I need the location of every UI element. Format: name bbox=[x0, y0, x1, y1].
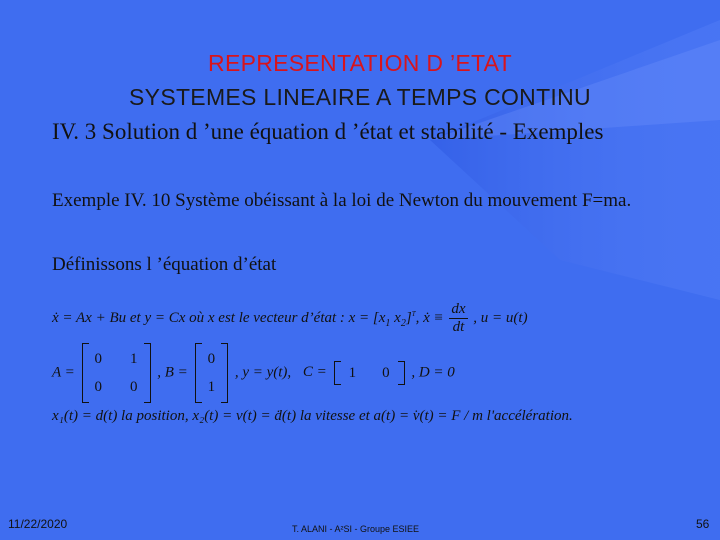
fraction-numerator: dx bbox=[451, 301, 466, 317]
matrix-c-cell: 1 bbox=[348, 365, 357, 381]
footer-author: T. ALANI - A²SI - Groupe ESIEE bbox=[292, 524, 420, 534]
slide-title-line2: SYSTEMES LINEAIRE A TEMPS CONTINU bbox=[129, 84, 591, 110]
state-eq-sub1: 1 bbox=[385, 317, 391, 329]
derivative-fraction bbox=[449, 301, 467, 336]
state-eq-end: , u = u(t) bbox=[473, 309, 528, 326]
state-eq-mid: x bbox=[390, 309, 401, 326]
matrix-a-cell: 0 bbox=[94, 351, 103, 367]
state-eq-transpose: T bbox=[411, 309, 416, 318]
state-eq-part1: ẋ = Ax + Bu et y = Cx où x est le vecteur d’état : x = [x bbox=[52, 309, 386, 326]
output-definition: , y = y(t), bbox=[234, 364, 292, 381]
matrix-c-cell: 0 bbox=[382, 365, 390, 381]
matrix-row bbox=[52, 343, 455, 403]
slide-title-line1: REPRESENTATION D ’ETAT bbox=[208, 50, 512, 76]
matrix-a-cell: 1 bbox=[130, 351, 138, 367]
page-number: 56 bbox=[696, 517, 710, 531]
fraction-denominator: dt bbox=[452, 319, 465, 335]
matrix-a bbox=[82, 343, 151, 403]
example-text: Système obéissant à la loi de Newton du mouvement F=ma. bbox=[170, 190, 632, 211]
matrix-c bbox=[334, 361, 405, 385]
example-paragraph bbox=[52, 187, 692, 215]
define-line: Définissons l ’équation d’état bbox=[52, 254, 277, 275]
state-eq-comma: , ẋ ≡ bbox=[415, 309, 444, 326]
matrix-a-label: A = bbox=[52, 364, 75, 381]
example-label: Exemple IV. 10 bbox=[52, 190, 171, 211]
matrix-b-cell: 1 bbox=[207, 379, 216, 395]
state-eq-sub2: 2 bbox=[400, 317, 406, 329]
matrix-a-cell: 0 bbox=[94, 379, 103, 395]
matrix-b bbox=[195, 343, 229, 403]
matrix-a-cell: 0 bbox=[130, 379, 138, 395]
matrix-b-cell: 0 bbox=[207, 351, 216, 367]
matrix-d-definition: , D = 0 bbox=[411, 364, 455, 381]
section-subtitle: IV. 3 Solution d ’une équation d ’état et stabilité - Exemples bbox=[52, 119, 604, 144]
variables-definition: x₁(t) = d(t) la position, x₂(t) = v(t) = ḋ(t) la vitesse et a(t) = v̇(t) = F / m l'accélération. bbox=[52, 408, 573, 424]
matrix-b-label: , B = bbox=[157, 364, 188, 381]
state-eq-after: ] bbox=[405, 309, 412, 326]
matrix-c-label: C = bbox=[302, 364, 327, 381]
state-equation-row bbox=[52, 301, 528, 336]
footer-date: 11/22/2020 bbox=[8, 517, 68, 531]
